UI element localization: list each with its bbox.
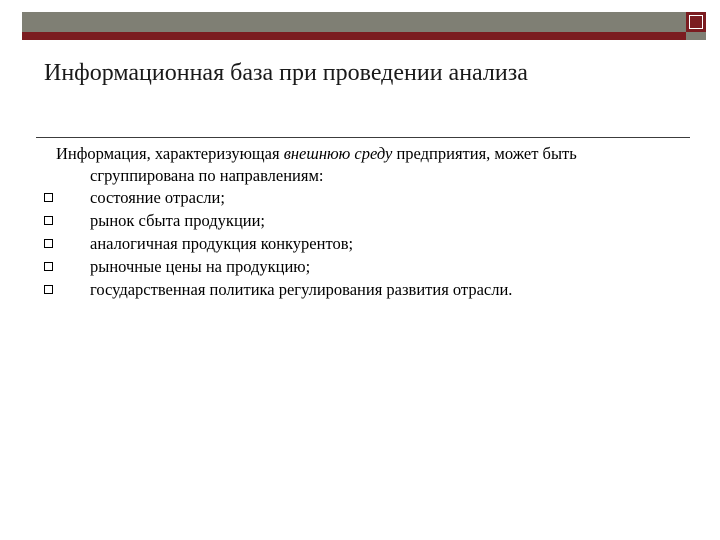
square-bullet-icon bbox=[44, 239, 53, 248]
list-item bbox=[44, 210, 684, 233]
slide-content bbox=[44, 143, 684, 302]
list-item bbox=[44, 279, 684, 302]
list-item-text: аналогичная продукция конкурентов; bbox=[90, 234, 354, 253]
list-item-text: рыночные цены на продукцию; bbox=[90, 257, 311, 276]
header-gray-band bbox=[22, 12, 686, 32]
intro-text-before: Информация, характеризующая bbox=[56, 144, 284, 163]
bullet-list bbox=[44, 187, 684, 302]
list-item bbox=[44, 187, 684, 210]
list-item bbox=[44, 233, 684, 256]
intro-text-after: предприятия, может быть сгруппирована по направлениям: bbox=[90, 144, 577, 185]
list-item-text: состояние отрасли; bbox=[90, 188, 225, 207]
list-item-text: рынок сбыта продукции; bbox=[90, 211, 266, 230]
square-bullet-icon bbox=[44, 285, 53, 294]
list-item-text: государственная политика регулирования развития отрасли. bbox=[90, 280, 513, 299]
slide-title: Информационная база при проведении анализа bbox=[44, 60, 528, 86]
square-bullet-icon bbox=[44, 193, 53, 202]
intro-text-italic: внешнюю среду bbox=[283, 144, 393, 163]
corner-square-outline bbox=[689, 15, 703, 29]
square-bullet-icon bbox=[44, 262, 53, 271]
corner-gray-block bbox=[686, 32, 706, 40]
header-red-rule bbox=[22, 32, 686, 40]
title-divider bbox=[36, 137, 690, 138]
intro-paragraph bbox=[44, 143, 684, 187]
square-bullet-icon bbox=[44, 216, 53, 225]
list-item bbox=[44, 256, 684, 279]
